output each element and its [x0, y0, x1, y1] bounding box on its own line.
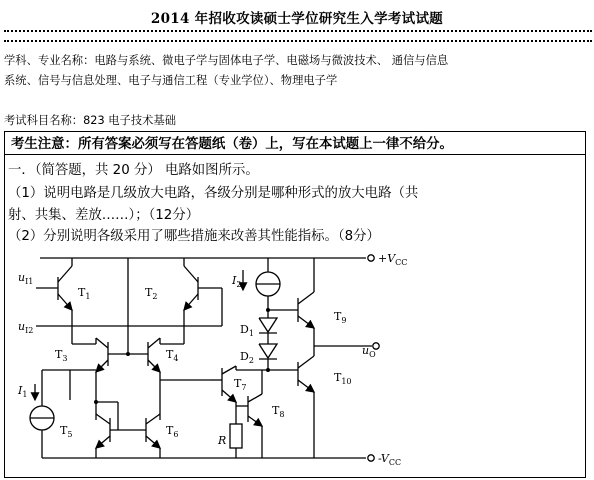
label-d2: $D_2$ [240, 350, 254, 365]
question-part1-line2: 射、共集、差放……）；（12分） [8, 208, 200, 223]
subject-line-1: 学科、专业名称：电路与系统、微电子学与固体电子学、电磁场与微波技术、 通信与信息 [4, 54, 449, 67]
question-part2: （2）分别说明各级采用了哪些措施来改善其性能指标。（8分） [8, 229, 380, 244]
exam-title: 2014 年招收攻读硕士学位研究生入学考试试题 [150, 11, 444, 27]
diode-d2 [259, 344, 277, 359]
label-t5: $T_5$ [60, 424, 73, 439]
label-t10: $T_{10}$ [334, 371, 352, 386]
transistor-t1 [58, 258, 72, 344]
question-part1-line1: （1）说明电路是几级放大电路，各级分别是哪种形式的放大电路（共 [8, 186, 419, 201]
transistor-t7 [210, 366, 236, 402]
label-t6: $T_6$ [166, 424, 179, 439]
transistor-t4 [148, 338, 160, 372]
transistor-t2 [184, 258, 198, 344]
subject-line-2: 系统、信号与信息处理、电子与通信工程（专业学位）、物理电子学 [4, 74, 338, 87]
transistor-t5 [96, 414, 110, 448]
vcc-positive-terminal [368, 255, 374, 261]
label-u11: $u_{I1}$ [18, 271, 34, 286]
label-vcc-neg: $-V_{CC}$ [378, 452, 402, 467]
label-d1: $D_1$ [240, 323, 254, 338]
notice-text: 考生注意：所有答案必须写在答题纸（卷）上，写在本试题上一律不给分。 [11, 137, 453, 152]
label-t3: $T_3$ [55, 348, 68, 363]
label-t7: $T_7$ [234, 377, 247, 392]
transistor-t3 [96, 338, 108, 372]
transistor-t10 [298, 356, 314, 392]
label-t8: $T_8$ [272, 404, 285, 419]
question-intro: 一．（简答题，共 20 分） 电路如图所示。 [8, 163, 259, 178]
label-u12: $u_{I2}$ [18, 320, 34, 335]
label-vcc-pos: $+V_{CC}$ [378, 252, 408, 267]
vcc-negative-terminal [368, 455, 374, 461]
exam-subject-name: 考试科目名称：823 电子技术基础 [4, 114, 177, 127]
transistor-t6 [146, 414, 160, 448]
label-uo: $u_O$ [362, 344, 376, 359]
label-i1: $I_1$ [18, 384, 28, 399]
label-t1: $T_1$ [78, 286, 91, 301]
transistor-t8 [236, 394, 262, 426]
label-r: R [218, 434, 227, 447]
label-i2: $I_2$ [232, 274, 242, 289]
diode-d1 [259, 318, 277, 333]
label-t4: $T_4$ [166, 348, 179, 363]
label-t2: $T_2$ [145, 286, 158, 301]
resistor-r [230, 424, 242, 448]
label-t9: $T_9$ [334, 310, 347, 325]
output-terminal [373, 343, 379, 349]
transistor-t9 [298, 292, 314, 328]
